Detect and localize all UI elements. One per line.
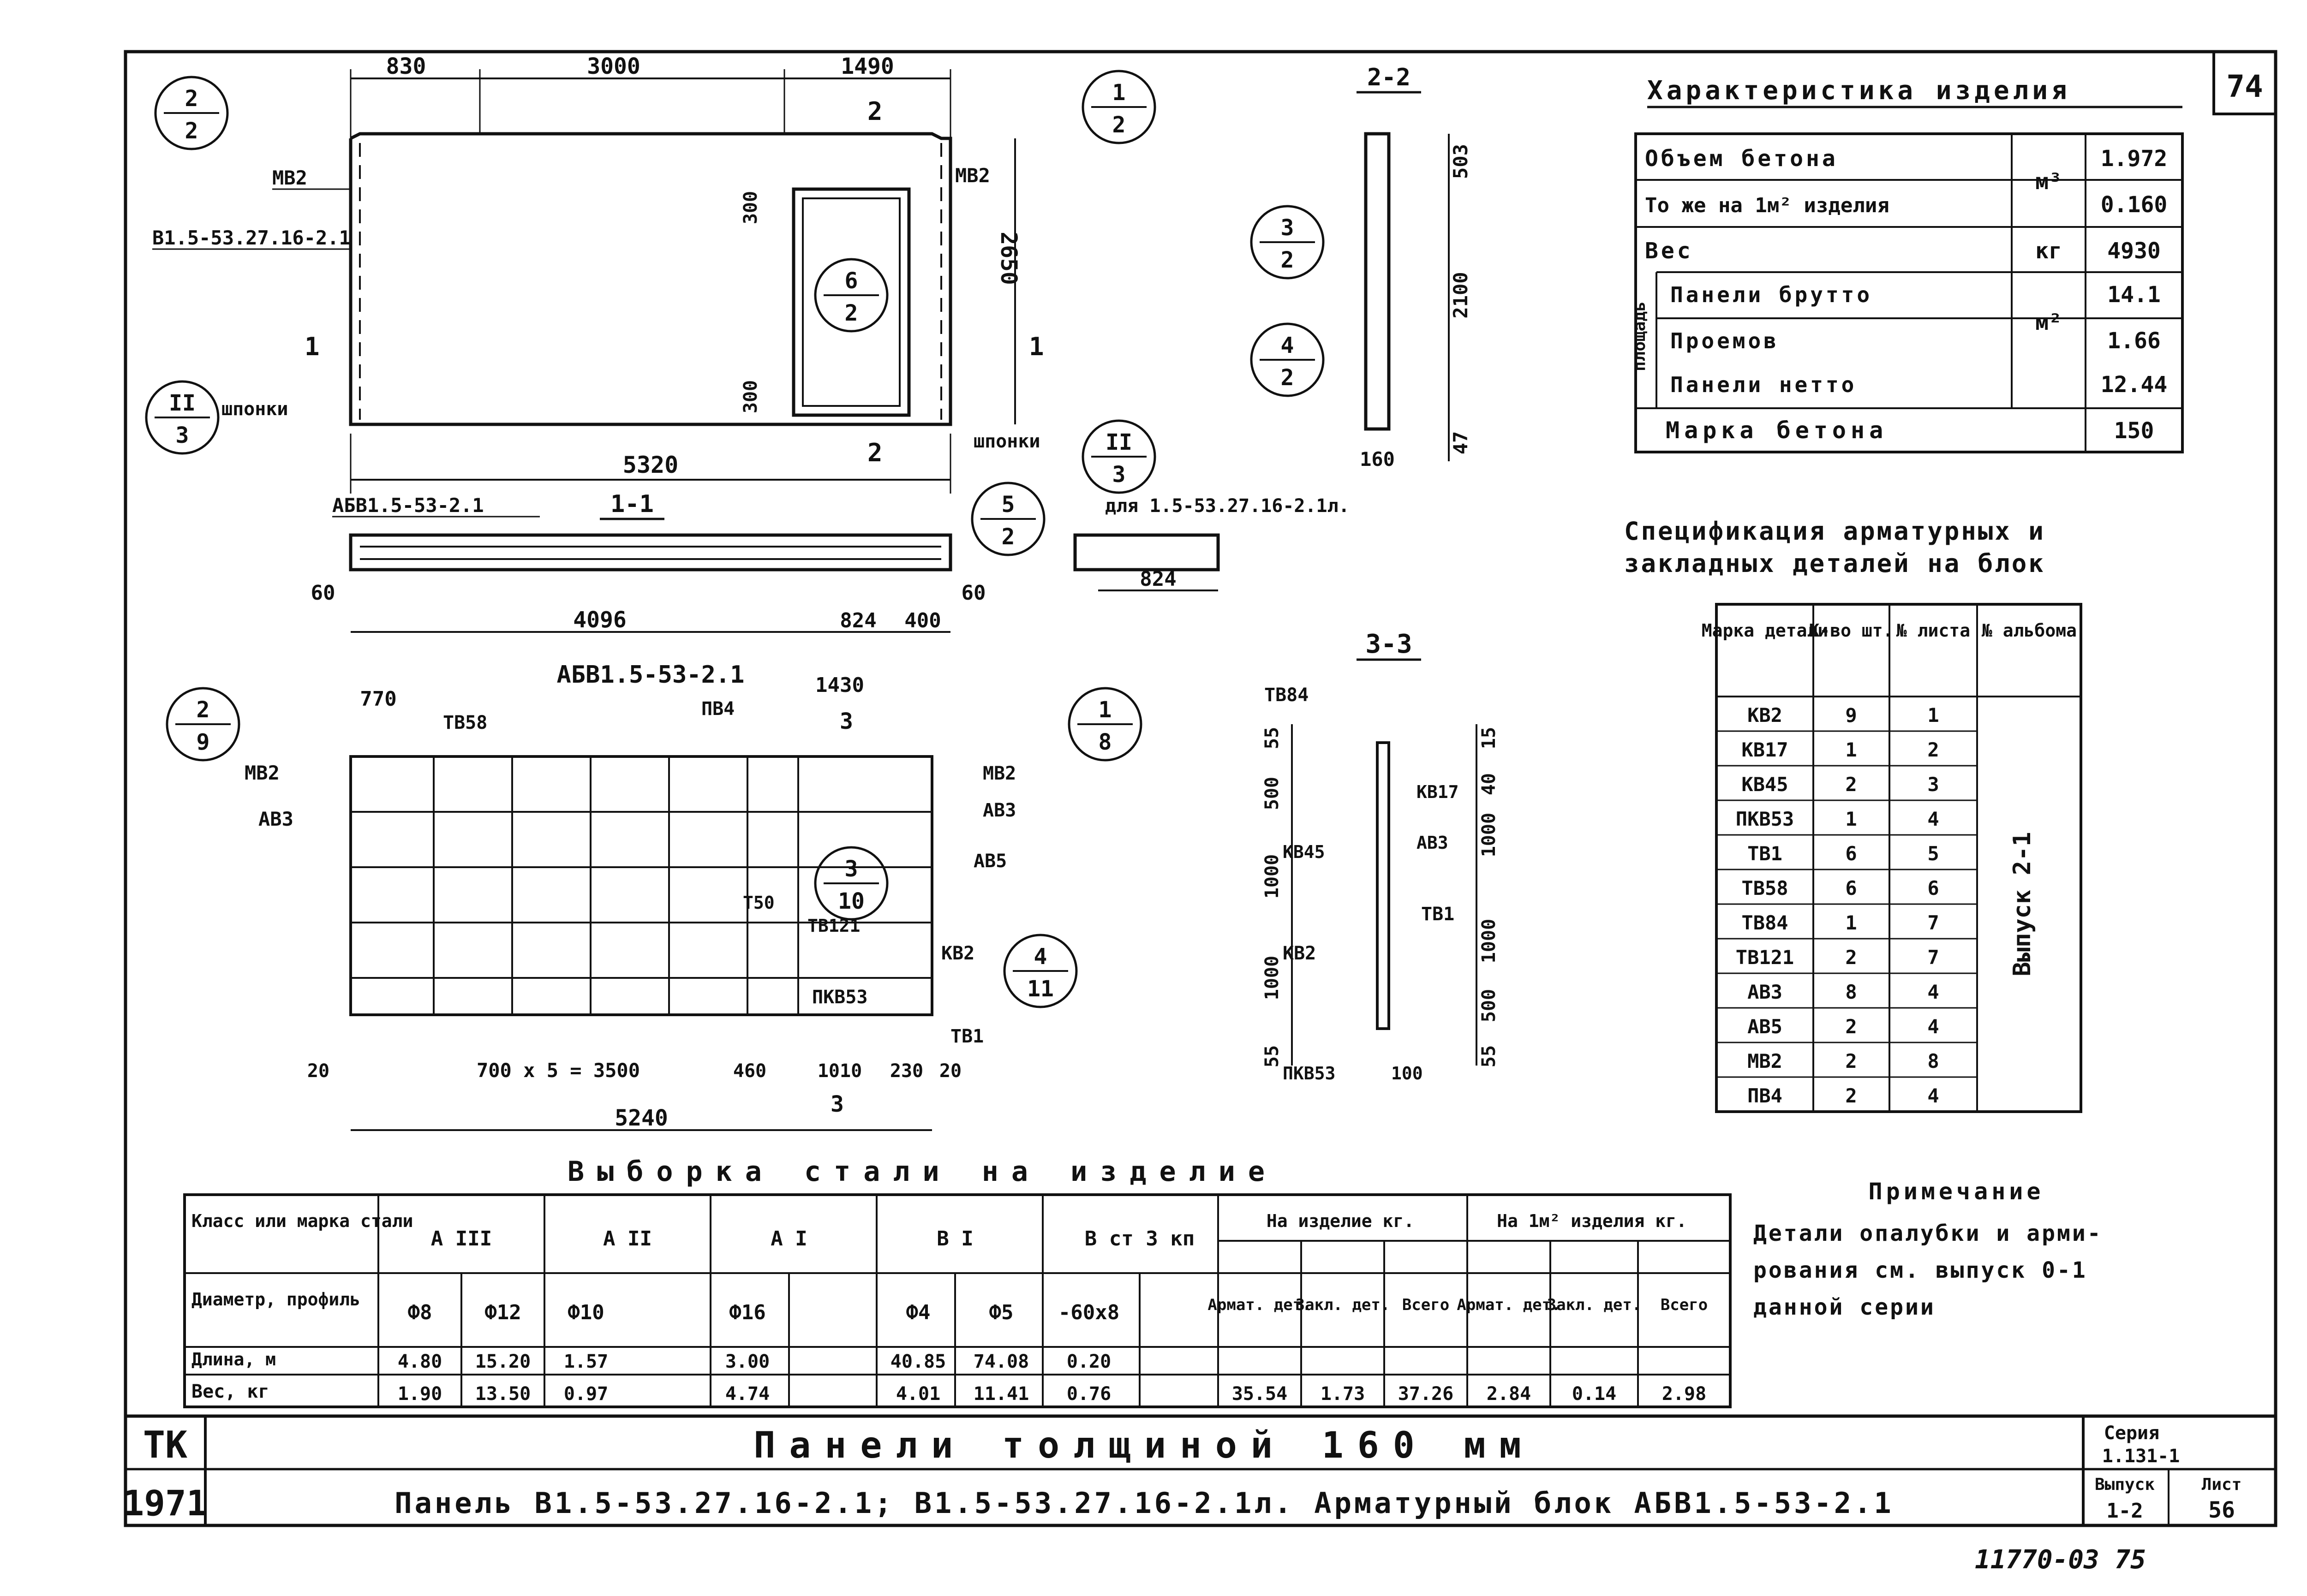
callout-6 [972,483,1044,555]
svg-text:2: 2 [196,697,210,723]
s33-r-500: 500 [1478,989,1500,1023]
callout-11 [815,847,887,919]
panel-width: 5320 [622,452,679,478]
spec-cell-mark: АВ3 [1747,981,1782,1003]
steel-length: 1.57 [563,1351,609,1372]
char-label-gross: Панели брутто [1670,282,1873,307]
block-dim-1010: 1010 [817,1060,862,1082]
char-unit-kg: кг [2035,238,2062,264]
shponki-left: шпонки [221,399,288,420]
tk-label: ТК [143,1423,188,1466]
steel-per-item: На изделие кг. [1266,1211,1415,1231]
steel-weight: 0.76 [1066,1383,1112,1405]
block-label-tb121: ТВ121 [807,916,861,936]
s33-l-55a: 55 [1261,727,1283,750]
steel-cells [398,1227,1708,1405]
spec-cell-mark: ТВ1 [1747,842,1782,865]
s11-dim-824: 824 [840,609,877,632]
shponki-right: шпонки [974,431,1040,452]
cut-mark-3-top: 3 [840,709,853,734]
spec-cell-qty: 2 [1845,1084,1857,1107]
steel-diam: -60х8 [1058,1301,1120,1324]
steel-diam: Ф12 [484,1301,521,1324]
note-line-2: рования см. выпуск 0-1 [1753,1257,2087,1283]
characteristics-table [1630,76,2182,452]
block-label-ab5: АВ5 [974,851,1007,872]
steel-diam: Ф16 [729,1301,766,1324]
note-line-3: данной серии [1753,1294,1936,1320]
s33-l-1000b: 1000 [1261,955,1283,1000]
char-value-volume: 1.972 [2100,146,2168,172]
svg-text:II: II [1106,429,1132,455]
char-value-concrete: 150 [2114,418,2154,444]
sheet-label: Лист [2201,1475,2242,1494]
section-1-1 [311,490,1350,633]
block-width: 5240 [615,1105,668,1131]
svg-text:2: 2 [185,118,198,144]
s33-l-500: 500 [1261,776,1283,810]
callout-1 [155,77,227,149]
steel-row-len: Длина, м [191,1349,276,1370]
s33-l-55b: 55 [1261,1045,1283,1068]
callout-9 [167,688,239,760]
steel-per-m2: На 1м² изделия кг. [1497,1211,1687,1231]
block-label-ab3: АВ3 [983,800,1016,821]
svg-text:1: 1 [1098,697,1112,723]
cut-mark-3-bot: 3 [831,1091,844,1117]
series-label: Серия [2104,1423,2160,1444]
char-label-openings: Проемов [1670,328,1779,353]
spec-cell-sheet: 2 [1927,738,1939,761]
spec-cell-qty: 6 [1845,842,1857,865]
section-1-1-title: 1-1 [610,490,654,518]
steel-total: 37.26 [1398,1383,1454,1405]
steel-sub-header: Всего [1660,1296,1708,1314]
steel-weight: 13.50 [475,1383,531,1405]
block-outline [351,756,932,1015]
char-value-gross: 14.1 [2107,282,2161,308]
spec-cell-qty: 2 [1845,1050,1857,1072]
spec-table [1624,517,2081,1112]
steel-sub-header: Всего [1402,1296,1450,1314]
panel-mark-label: В1.5-53.27.16-2.1 [152,226,351,249]
s33-l-1000a: 1000 [1261,854,1283,899]
block-dim-3500: 700 х 5 = 3500 [476,1059,640,1082]
svg-text:2: 2 [1280,247,1294,273]
callout-7 [1251,206,1323,278]
spec-cell-qty: 6 [1845,877,1857,899]
section-1-1-outline [351,535,950,570]
steel-total: 2.84 [1486,1383,1531,1405]
spec-cell-qty: 1 [1845,738,1857,761]
steel-weight: 0.97 [563,1383,609,1405]
svg-text:II: II [169,390,196,416]
steel-length: 4.80 [397,1351,442,1372]
spec-cell-sheet: 8 [1927,1050,1939,1072]
steel-row-wt: Вес, кг [191,1381,269,1402]
char-label-net: Панели нетто [1670,372,1857,397]
section-2-2 [1357,64,1472,470]
s11-dim-400: 400 [904,609,941,632]
section-2-2-outline [1366,134,1389,429]
steel-table [185,1155,1730,1407]
note-title: Примечание [1868,1178,2044,1205]
spec-header-mark: Марка детали [1701,620,1829,641]
panel-outline [351,134,950,424]
s22-dim-2100: 2100 [1449,272,1472,319]
steel-sub-header: Закл. дет. [1295,1296,1390,1314]
steel-total: 2.98 [1662,1383,1707,1405]
section-3-3-outline [1377,743,1389,1029]
panel-elevation [152,54,1044,494]
s33-r-1000a: 1000 [1478,812,1500,858]
block-dim-460: 460 [733,1060,767,1082]
spec-cell-qty: 2 [1845,773,1857,796]
cut-mark-left: 1 [305,332,320,361]
spec-cell-sheet: 4 [1927,808,1939,830]
block-dim-230: 230 [890,1060,924,1082]
char-label-volume-m2: То же на 1м² изделия [1645,194,1889,217]
note-block [1753,1178,2103,1320]
spec-title-2: закладных деталей на блок [1624,549,2045,578]
s33-kb17: КВ17 [1416,782,1459,802]
s33-tb1: ТВ1 [1421,904,1455,925]
spec-cell-sheet: 4 [1927,1015,1939,1038]
spec-header-sheet: № листа [1896,620,1971,641]
dim-3000: 3000 [587,54,640,79]
steel-weight: 1.90 [397,1383,442,1405]
char-value-net: 12.44 [2100,372,2168,398]
s33-100: 100 [1391,1063,1423,1084]
callout-3 [815,259,887,331]
spec-cell-sheet: 6 [1927,877,1939,899]
block-label-tb1: ТВ1 [950,1026,984,1047]
s33-r-55: 55 [1478,1045,1500,1068]
s33-kb45: КВ45 [1283,842,1325,862]
section-3-3-title: 3-3 [1365,629,1412,659]
title-block [123,1416,2276,1575]
sheet-value: 56 [2208,1497,2235,1523]
svg-text:5: 5 [1001,492,1015,518]
block-label-tb58: ТВ58 [443,712,488,733]
spec-cell-qty: 9 [1845,704,1857,727]
svg-text:9: 9 [196,729,210,755]
steel-sub-header: Закл. дет. [1547,1296,1642,1314]
block-label-kb2: КВ2 [941,943,975,964]
block-mark-label: АБВ1.5-53-2.1 [332,494,484,517]
spec-cell-mark: ПКВ53 [1735,808,1794,830]
s11-dim-left: 60 [311,581,335,605]
block-left-ab3: АВ3 [258,808,293,830]
section-2-2-title: 2-2 [1367,64,1410,91]
block-left-mb2: МВ2 [245,762,280,784]
steel-diam: Ф4 [906,1301,931,1324]
steel-length: 40.85 [890,1351,946,1372]
char-unit-m3: м³ [2035,169,2062,195]
svg-text:4: 4 [1034,944,1047,970]
callout-2 [1083,71,1155,143]
block-label-t50: Т50 [743,893,775,913]
spec-cell-mark: ТВ84 [1741,911,1788,934]
mb2-label-left: МВ2 [272,167,307,189]
svg-text:10: 10 [838,888,865,914]
spec-rows [1716,704,1977,1107]
steel-length: 3.00 [725,1351,770,1372]
steel-class: А II [603,1227,652,1251]
svg-text:6: 6 [844,268,858,294]
svg-text:2: 2 [1001,524,1015,550]
steel-length: 74.08 [973,1351,1029,1372]
steel-weight: 11.41 [973,1383,1029,1405]
spec-cell-qty: 2 [1845,946,1857,969]
spec-cell-mark: АВ5 [1747,1015,1782,1038]
drawing-subtitle: Панель В1.5-53.27.16-2.1; В1.5-53.27.16-2.1л. Арматурный блок АБВ1.5-53-2.1 [394,1486,1894,1520]
spec-cell-mark: ТВ121 [1735,946,1794,969]
left-panel-note: для 1.5-53.27.16-2.1л. [1105,495,1350,517]
char-unit-m2: м² [2035,310,2062,335]
sheet-number: 74 [2226,69,2263,104]
callout-12 [1004,935,1076,1007]
spec-cell-sheet: 4 [1927,1084,1939,1107]
characteristics-title: Характеристика изделия [1647,76,2071,106]
s33-r-1000b: 1000 [1478,918,1500,964]
issue-label: Выпуск [2094,1475,2155,1494]
block-dim-20r: 20 [939,1060,962,1082]
steel-row-class: Класс или марка стали [191,1211,413,1231]
svg-text:3: 3 [844,856,858,882]
spec-cell-mark: КВ2 [1747,704,1782,727]
steel-weight: 4.01 [896,1383,941,1405]
mb2-label-right: МВ2 [955,164,990,187]
archive-number: 11770-03 75 [1975,1545,2146,1575]
panel-height: 2650 [996,232,1022,285]
svg-text:3: 3 [175,423,189,448]
char-value-openings: 1.66 [2107,328,2161,354]
svg-text:3: 3 [1280,215,1294,241]
issue-value: 1-2 [2106,1499,2143,1523]
spec-cell-sheet: 1 [1927,704,1939,727]
char-label-weight: Вес [1645,238,1693,264]
s33-r-15: 15 [1478,727,1500,750]
callout-10 [1069,688,1141,760]
s11-dim-main: 4096 [573,607,627,633]
spec-cell-mark: ТВ58 [1741,877,1788,899]
block-dim-1430: 1430 [815,673,864,697]
s33-ab3: АВ3 [1416,833,1448,853]
char-value-volume-m2: 0.160 [2100,192,2168,218]
window-bot-dim: 300 [740,380,761,414]
spec-cell-mark: МВ2 [1747,1050,1782,1072]
block-label-pv4: ПВ4 [701,698,735,720]
callout-4 [146,381,218,453]
steel-length: 15.20 [475,1351,531,1372]
steel-weight: 4.74 [725,1383,770,1405]
s22-dim-503: 503 [1449,144,1472,179]
steel-sub-header: Армат. дет. [1207,1296,1312,1314]
window-top-dim: 300 [740,191,761,225]
spec-cell-mark: ПВ4 [1747,1084,1782,1107]
steel-diam: Ф10 [568,1301,604,1324]
drawing-title: Панели толщиной 160 мм [753,1425,1535,1466]
steel-row-diam: Диаметр, профиль [191,1289,361,1310]
spec-cell-qty: 8 [1845,981,1857,1003]
s22-dim-160: 160 [1360,448,1395,470]
spec-cell-sheet: 4 [1927,981,1939,1003]
svg-text:2: 2 [185,86,198,112]
block-dim-770: 770 [360,687,397,711]
cut-mark-right: 1 [1029,332,1044,361]
spec-cell-qty: 1 [1845,808,1857,830]
spec-cell-sheet: 7 [1927,911,1939,934]
section-1-1-variant [1075,535,1218,570]
steel-class: В I [937,1227,974,1251]
spec-cell-sheet: 7 [1927,946,1939,969]
char-label-volume: Объем бетона [1645,146,1838,172]
s33-kb2: КВ2 [1283,943,1316,964]
spec-cell-qty: 2 [1845,1015,1857,1038]
note-line-1: Детали опалубки и арми- [1753,1221,2103,1246]
char-value-weight: 4930 [2107,238,2161,264]
spec-header-album: № альбома [1982,620,2077,641]
steel-diam: Ф5 [989,1301,1014,1324]
spec-header-qty: К-во шт. [1809,620,1894,641]
block-title: АБВ1.5-53-2.1 [556,661,745,689]
svg-text:2: 2 [844,300,858,326]
s33-tb84: ТВ84 [1264,685,1309,706]
block-label-pkb53: ПКВ53 [812,987,868,1008]
spec-title-1: Спецификация арматурных и [1624,517,2045,546]
callout-5 [1083,421,1155,493]
steel-total: 0.14 [1572,1383,1617,1405]
spec-cell-sheet: 5 [1927,842,1939,865]
spec-cell-mark: КВ45 [1741,773,1788,796]
s11-dim-right: 60 [961,581,986,605]
steel-total: 1.73 [1320,1383,1365,1405]
year-label: 1971 [123,1483,208,1524]
block-dim-20l: 20 [307,1060,330,1082]
svg-text:2: 2 [1112,112,1126,138]
spec-cell-qty: 1 [1845,911,1857,934]
steel-class: В ст 3 кп [1084,1227,1195,1251]
callout-8 [1251,324,1323,396]
steel-total: 35.54 [1231,1383,1288,1405]
dim-1490: 1490 [841,54,894,79]
svg-text:3: 3 [1112,462,1126,488]
series-value: 1.131-1 [2102,1446,2180,1467]
svg-text:1: 1 [1112,80,1126,106]
spec-cell-sheet: 3 [1927,773,1939,796]
spec-cell-mark: КВ17 [1741,738,1788,761]
s22-dim-47: 47 [1449,431,1472,455]
spec-album-value: Выпуск 2-1 [2008,832,2036,977]
s33-pkb53: ПКВ53 [1283,1063,1336,1084]
svg-text:4: 4 [1280,333,1294,358]
svg-text:8: 8 [1098,729,1112,755]
area-label: площадь [1630,301,1649,371]
block-label-mb2: МВ2 [983,763,1016,784]
char-label-concrete: Марка бетона [1666,417,1888,444]
steel-diam: Ф8 [407,1301,432,1324]
steel-sub-header: Армат. дет. [1457,1296,1561,1314]
section-3-3 [1261,629,1500,1084]
svg-text:11: 11 [1027,976,1054,1002]
steel-class: А I [771,1227,807,1251]
cut-mark-2-bot: 2 [867,438,883,467]
s11-variant-dim: 824 [1140,567,1177,591]
dim-830: 830 [386,54,426,79]
reinforcement-block [245,661,1016,1131]
steel-length: 0.20 [1066,1351,1112,1372]
s33-r-40: 40 [1478,773,1500,796]
steel-class: А III [430,1227,492,1251]
svg-text:2: 2 [1280,365,1294,391]
steel-title: Выборка стали на изделие [568,1155,1278,1188]
cut-mark-2-top: 2 [867,97,883,126]
